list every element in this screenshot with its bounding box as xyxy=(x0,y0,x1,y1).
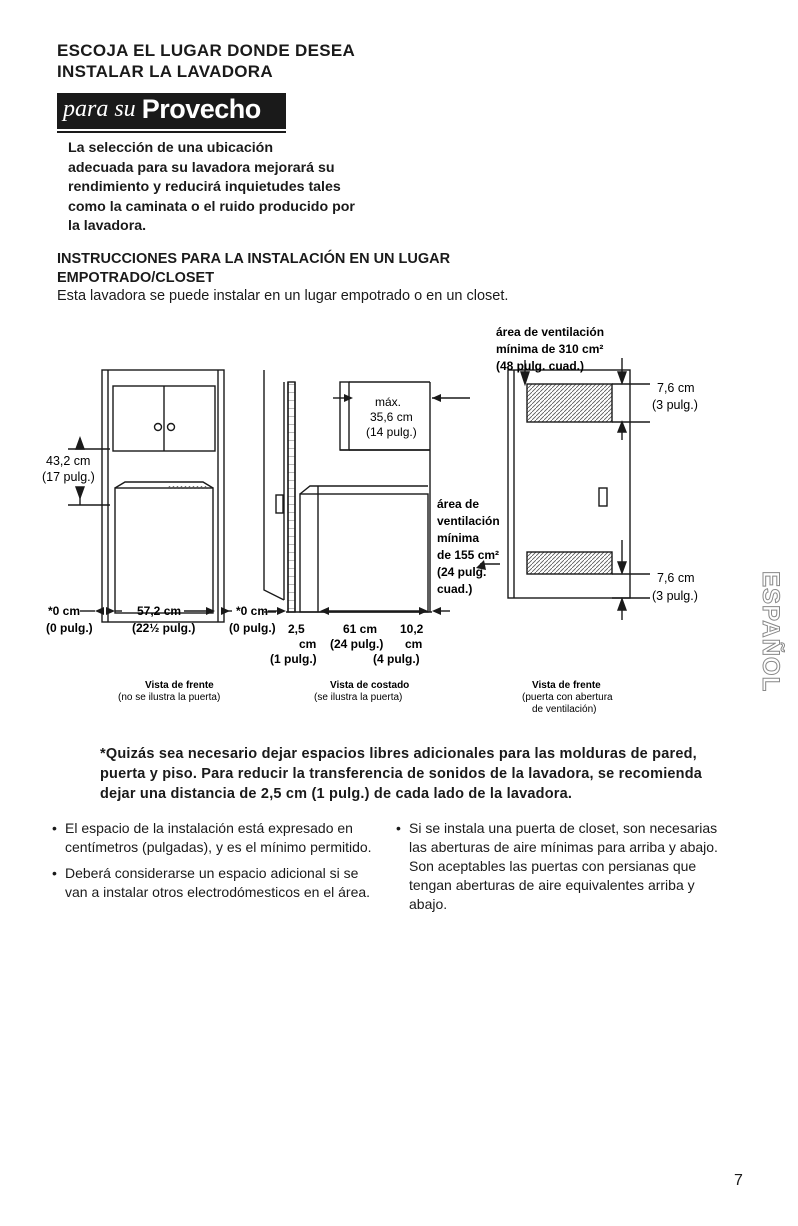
front-right-gap-in: (0 pulg.) xyxy=(229,621,276,635)
cabinet-knob xyxy=(155,424,162,431)
banner-script-text: para su xyxy=(63,95,136,122)
door-bottom-gap-cm: 7,6 cm xyxy=(657,571,695,585)
door-top-vent xyxy=(527,384,612,422)
door-bottom-vent xyxy=(527,552,612,574)
intro-line: la lavadora. xyxy=(68,218,147,234)
door-vent-line: (48 pulg. cuad.) xyxy=(496,359,585,373)
front-caption-2: (no se ilustra la puerta) xyxy=(118,692,221,703)
front-left-gap-cm: *0 cm xyxy=(48,604,81,618)
front-width-cm: 57,2 cm xyxy=(137,604,182,618)
door-caption-3: de ventilación) xyxy=(532,704,597,715)
page-heading-line1: ESCOJA EL LUGAR DONDE DESEA xyxy=(57,41,356,60)
side-depth-in: (24 pulg.) xyxy=(330,637,384,651)
side-vent-line: cuad.) xyxy=(437,582,473,596)
front-recess-outline xyxy=(102,370,224,622)
side-gap-left: 2,5 xyxy=(288,622,305,636)
side-vent-line: de 155 cm² xyxy=(437,548,500,562)
door-view xyxy=(508,358,650,620)
door-caption-2: (puerta con abertura xyxy=(522,692,613,703)
note-line: *Quizás sea necesario dejar espacios libres adicionales para las molduras de pared, xyxy=(100,746,697,762)
bullets-right xyxy=(396,819,736,921)
bullet-item: • Si se instala una puerta de closet, son necesarias las aberturas de aire mínimas para arriba y abajo. Son aceptables las puertas con persianas que tengan aberturas de aire equivalentes arriba y abajo. xyxy=(396,819,736,914)
note-line: puerta y piso. Para reducir la transferencia de sonidos de la lavadora, se recomienda xyxy=(100,766,703,782)
side-max-cm: 35,6 cm xyxy=(370,410,413,424)
page-heading-line2: INSTALAR LA LAVADORA xyxy=(57,62,273,81)
instructions-heading-line2: EMPOTRADO/CLOSET xyxy=(57,270,215,286)
bullet-item: • El espacio de la instalación está expresado en centímetros (pulgadas), y es el mínimo permitido. xyxy=(52,819,382,857)
side-caption-1: Vista de costado xyxy=(330,680,410,691)
front-caption-1: Vista de frente xyxy=(145,680,214,691)
intro-line: rendimiento y reducirá inquietudes tales xyxy=(68,179,341,195)
door-caption-1: Vista de frente xyxy=(532,680,601,691)
side-gap-right-unit: cm xyxy=(405,637,423,651)
front-right-gap-cm: *0 cm xyxy=(236,604,269,618)
side-gap-right: 10,2 xyxy=(400,622,424,636)
cabinet-knob xyxy=(168,424,175,431)
intro-line: La selección de una ubicación xyxy=(68,140,273,156)
side-vent-line: área de xyxy=(437,497,480,511)
page-number: 7 xyxy=(734,1172,743,1189)
door-vent-line: área de ventilación xyxy=(496,325,605,339)
side-tab-text: ESPAÑOL xyxy=(757,571,784,693)
front-left-gap-in: (0 pulg.) xyxy=(46,621,93,635)
intro-line: como la caminata o el ruido producido por xyxy=(68,198,355,215)
side-gap-left-unit: cm xyxy=(299,637,317,651)
side-depth-cm: 61 cm xyxy=(343,622,378,636)
banner-bold-text: Provecho xyxy=(141,93,261,124)
side-max-in: (14 pulg.) xyxy=(366,425,417,439)
bullets-left xyxy=(52,819,382,909)
side-vent-line: ventilación xyxy=(437,514,500,528)
door-bottom-gap-in: (3 pulg.) xyxy=(652,589,698,603)
side-gap-left-in: (1 pulg.) xyxy=(270,652,317,666)
door-vent-line: mínima de 310 cm² xyxy=(496,342,604,356)
instructions-heading-line1: INSTRUCCIONES PARA LA INSTALACIÓN EN UN LUGAR xyxy=(57,251,451,267)
front-top-clearance-cm: 43,2 cm xyxy=(46,454,91,468)
clearance-note xyxy=(100,744,702,804)
door-handle xyxy=(599,488,607,506)
intro-line: adecuada para su lavadora mejorará su xyxy=(68,159,335,176)
door-hinge xyxy=(276,495,283,513)
front-top-clearance-in: (17 pulg.) xyxy=(42,470,95,484)
side-vent-line: mínima xyxy=(437,531,480,545)
front-washer xyxy=(115,488,213,613)
front-width-in: (22½ pulg.) xyxy=(132,621,196,635)
side-caption-2: (se ilustra la puerta) xyxy=(314,692,403,703)
side-max-label: máx. xyxy=(375,395,402,409)
note-line: dejar una distancia de 2,5 cm (1 pulg.) de cada lado de la lavadora. xyxy=(100,786,573,802)
side-wall-stud xyxy=(288,382,295,612)
door-top-gap-in: (3 pulg.) xyxy=(652,398,698,412)
side-vent-line: (24 pulg. xyxy=(437,565,487,579)
side-washer xyxy=(300,494,428,612)
instructions-text: Esta lavadora se puede instalar en un lugar empotrado o en un closet. xyxy=(57,288,509,304)
side-shelf-bracket xyxy=(340,382,349,450)
front-view xyxy=(68,370,232,622)
bullet-item: • Deberá considerarse un espacio adicional si se van a instalar otros electrodómesticos en el área. xyxy=(52,864,382,902)
espanol-side-tab xyxy=(735,565,784,755)
door-top-gap-cm: 7,6 cm xyxy=(657,381,695,395)
side-gap-right-in: (4 pulg.) xyxy=(373,652,420,666)
